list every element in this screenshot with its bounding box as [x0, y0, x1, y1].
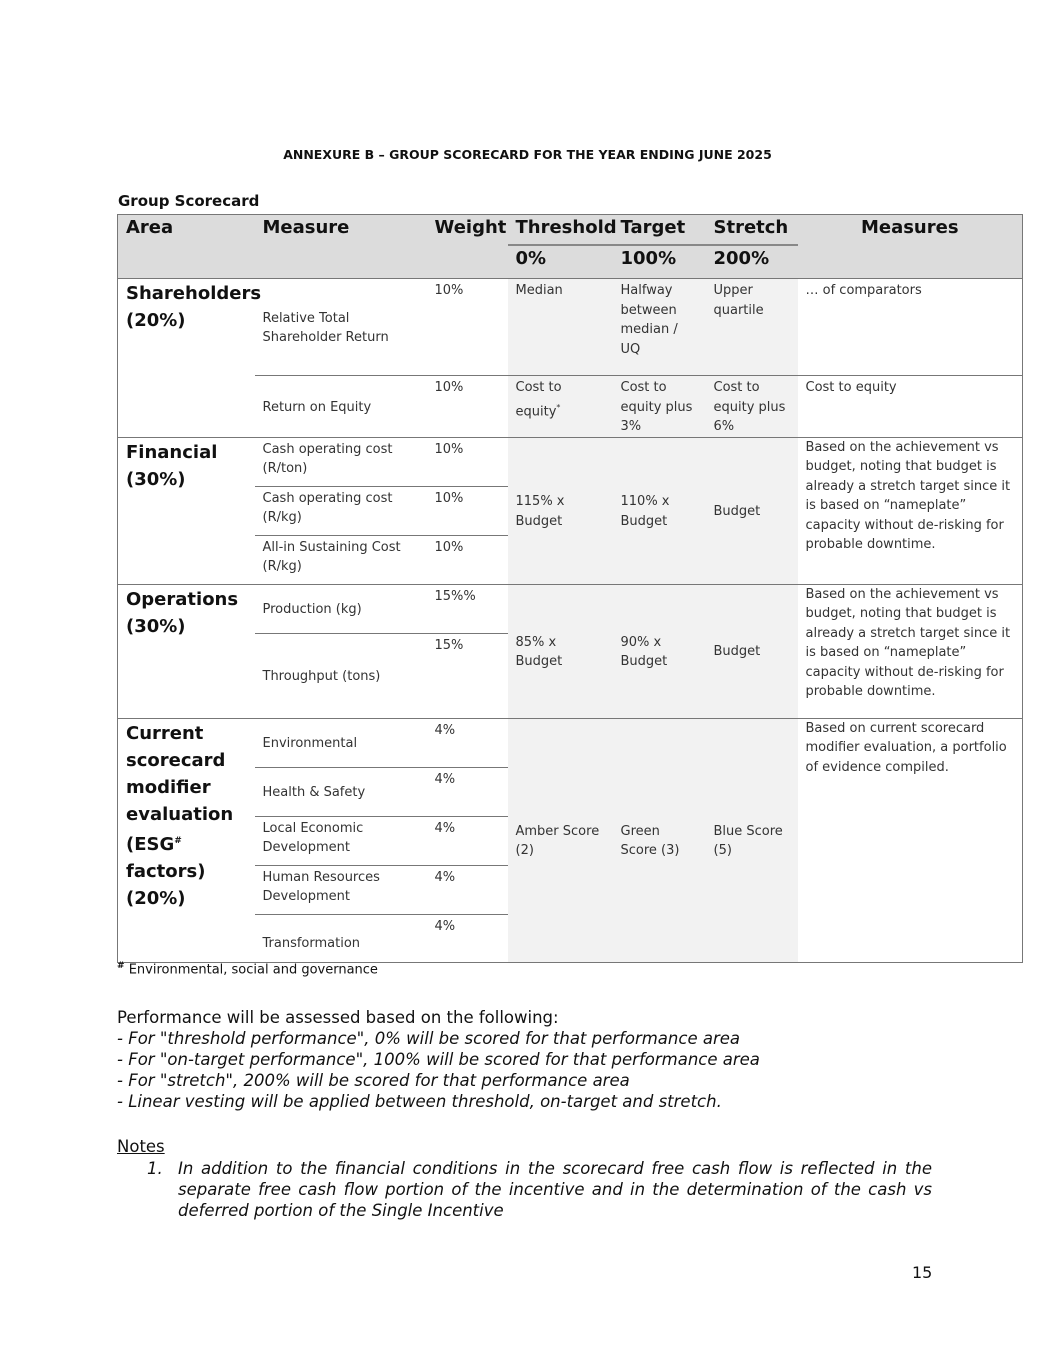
- header-threshold: Threshold: [508, 215, 613, 246]
- header-target-pct: 100%: [613, 245, 706, 279]
- performance-item: - Linear vesting will be applied between threshold, on-target and stretch.: [117, 1092, 722, 1111]
- measures-cell: Based on the achievement vs budget, noting that budget is already a stretch target since it is based on “nameplate” capacity without de-risking for probable downtime.: [798, 437, 1023, 584]
- threshold-cell: Amber Score (2): [508, 718, 613, 962]
- stretch-cell: Blue Score (5): [706, 718, 798, 962]
- weight-cell: 4%: [427, 914, 508, 962]
- performance-intro: Performance will be assessed based on the following:: [117, 1008, 559, 1027]
- measure-cell: Production (kg): [255, 584, 427, 633]
- header-target: Target: [613, 215, 706, 246]
- measure-cell: All-in Sustaining Cost (R/kg): [255, 535, 427, 584]
- header-threshold-pct: 0%: [508, 245, 613, 279]
- threshold-cell: Median: [508, 279, 613, 376]
- stretch-cell: Budget: [706, 584, 798, 718]
- threshold-cell: 115% x Budget: [508, 437, 613, 584]
- note-item: 1. In addition to the financial conditions in the scorecard free cash flow is reflected in the separate free cash flow portion of the incentive and in the determination of the cash vs deferred portion of the Single Incentive: [147, 1159, 932, 1220]
- weight-cell: 10%: [427, 437, 508, 486]
- measures-cell: Cost to equity: [798, 376, 1023, 438]
- measures-cell: … of comparators: [798, 279, 1023, 376]
- header-measure: Measure: [255, 215, 427, 279]
- stretch-cell: Budget: [706, 437, 798, 584]
- weight-cell: 10%: [427, 535, 508, 584]
- measure-cell: Relative Total Shareholder Return: [255, 279, 427, 376]
- measure-cell: Human Resources Development: [255, 865, 427, 914]
- measure-cell: Health & Safety: [255, 767, 427, 816]
- measure-cell: Environmental: [255, 718, 427, 767]
- table-caption: Group Scorecard: [118, 192, 260, 210]
- measure-cell: Return on Equity: [255, 376, 427, 438]
- target-cell: 90% x Budget: [613, 584, 706, 718]
- measure-cell: Cash operating cost (R/ton): [255, 437, 427, 486]
- threshold-cell: Cost to equity*: [508, 376, 613, 438]
- measure-cell: Local Economic Development: [255, 816, 427, 865]
- measure-cell: Cash operating cost (R/kg): [255, 486, 427, 535]
- notes-heading: Notes: [117, 1137, 165, 1156]
- page-number: 15: [912, 1263, 933, 1282]
- weight-cell: 10%: [427, 376, 508, 438]
- measure-cell: Throughput (tons): [255, 633, 427, 718]
- measures-cell: Based on the achievement vs budget, noting that budget is already a stretch target since it is based on “nameplate” capacity without de-risking for probable downtime.: [798, 584, 1023, 718]
- performance-item: - For "on-target performance", 100% will be scored for that performance area: [117, 1050, 760, 1069]
- stretch-cell: Cost to equity plus 6%: [706, 376, 798, 438]
- performance-item: - For "threshold performance", 0% will be scored for that performance area: [117, 1029, 741, 1048]
- target-cell: Cost to equity plus 3%: [613, 376, 706, 438]
- performance-item: - For "stretch", 200% will be scored for that performance area: [117, 1071, 630, 1090]
- weight-cell: 10%: [427, 486, 508, 535]
- weight-cell: 4%: [427, 718, 508, 767]
- target-cell: Halfway between median / UQ: [613, 279, 706, 376]
- area-shareholders: Shareholders (20%): [118, 279, 255, 438]
- header-area: Area: [118, 215, 255, 279]
- header-stretch: Stretch: [706, 215, 798, 246]
- weight-cell: 15%: [427, 633, 508, 718]
- annexure-title: ANNEXURE B – GROUP SCORECARD FOR THE YEAR ENDING JUNE 2025: [283, 147, 772, 162]
- target-cell: 110% x Budget: [613, 437, 706, 584]
- target-cell: Green Score (3): [613, 718, 706, 962]
- header-stretch-pct: 200%: [706, 245, 798, 279]
- weight-cell: 4%: [427, 767, 508, 816]
- threshold-cell: 85% x Budget: [508, 584, 613, 718]
- area-financial: Financial (30%): [118, 437, 255, 584]
- weight-cell: 4%: [427, 865, 508, 914]
- weight-cell: 10%: [427, 279, 508, 376]
- header-weight: Weight: [427, 215, 508, 279]
- measures-cell: Based on current scorecard modifier evaluation, a portfolio of evidence compiled.: [798, 718, 1023, 962]
- header-measures: Measures: [798, 215, 1023, 279]
- group-scorecard-table: [117, 214, 1023, 963]
- area-esg: Current scorecard modifier evaluation (ESG# factors) (20%): [118, 718, 255, 962]
- table-footnote: # Environmental, social and governance: [117, 961, 378, 978]
- weight-cell: 15%%: [427, 584, 508, 633]
- stretch-cell: Upper quartile: [706, 279, 798, 376]
- performance-section: [117, 1007, 760, 1112]
- area-operations: Operations (30%): [118, 584, 255, 718]
- measure-cell: Transformation: [255, 914, 427, 962]
- weight-cell: 4%: [427, 816, 508, 865]
